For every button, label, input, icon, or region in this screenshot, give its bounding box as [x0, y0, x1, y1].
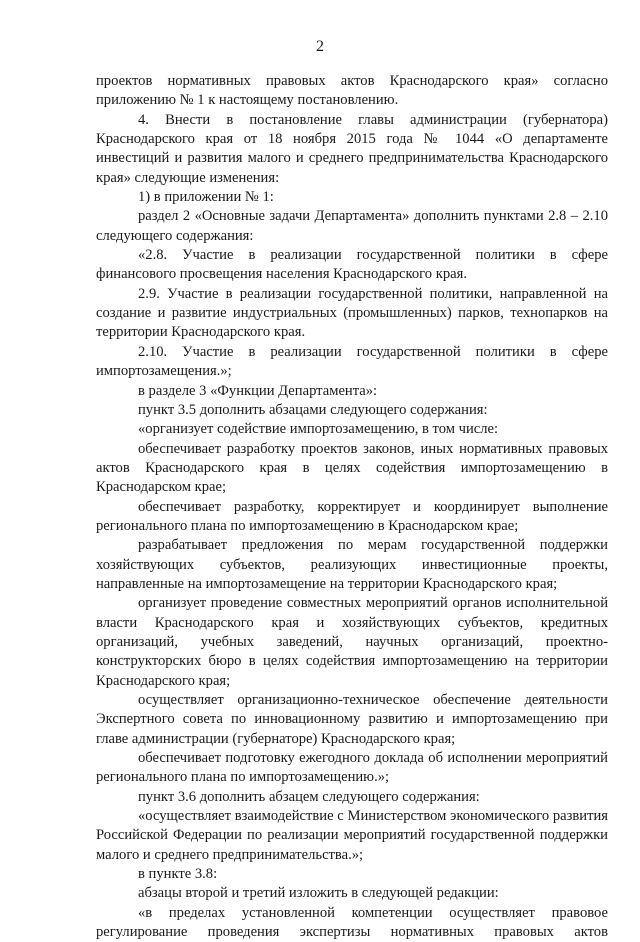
paragraph: абзацы второй и третий изложить в следующей редакции:: [138, 885, 499, 902]
paragraph: пункт 3.5 дополнить абзацами следующего содержания:: [138, 401, 488, 418]
paragraph: 1) в приложении № 1:: [138, 189, 274, 206]
paragraph: 4. Внести в постановление главы администрации (губернатора) Краснодарского края от 18 ноября 2015 года № 1044 «О департаменте инвестиций и развития малого и среднего предпринимательства Краснодарского края» следующие изменения:: [96, 111, 608, 186]
paragraph: раздел 2 «Основные задачи Департамента» дополнить пунктами 2.8 – 2.10 следующего содержания:: [96, 208, 608, 244]
paragraph: осуществляет организационно-техническое обеспечение деятельности Экспертного совета по инновационному развитию и импортозамещению при главе администрации (губернаторе) Краснодарского края;: [96, 692, 608, 747]
paragraph: организует проведение совместных мероприятий органов исполнительной власти Краснодарского края и хозяйствующих субъектов, кредитных организаций, учебных заведений, научных организаций, проектно-конструкторских бюро в целях содействия импортозамещению на территории Краснодарского края;: [96, 595, 608, 689]
paragraph: 2.10. Участие в реализации государственной политики в сфере импортозамещения.»;: [96, 343, 608, 380]
paragraph: пункт 3.6 дополнить абзацем следующего содержания:: [138, 788, 480, 805]
paragraph: «осуществляет взаимодействие с Министерством экономического развития Российской Федерации по реализации мероприятий государственной поддержки малого и среднего предпринимательства.»;: [96, 808, 608, 863]
paragraph: в пункте 3.8:: [138, 866, 218, 883]
paragraph: обеспечивает разработку проектов законов, иных нормативных правовых актов Краснодарского края в целях содействия импортозамещению в Краснодарском крае;: [96, 440, 608, 496]
paragraph: в разделе 3 «Функции Департамента»:: [138, 382, 378, 399]
paragraph: обеспечивает разработку, корректирует и координирует выполнение регионального плана по импортозамещению в Краснодарском крае;: [96, 498, 608, 534]
paragraph: «2.8. Участие в реализации государственной политики в сфере финансового просвещения населения Краснодарского края.: [96, 247, 608, 283]
paragraph: «организует содействие импортозамещению, в том числе:: [138, 421, 499, 438]
paragraph: обеспечивает подготовку ежегодного доклада об исполнении мероприятий регионального плана по импортозамещению.»;: [96, 750, 608, 786]
paragraph: «в пределах установленной компетенции осуществляет правовое регулирование проведения экспертизы нормативных правовых актов: [96, 904, 608, 941]
document-body: [96, 72, 608, 942]
paragraph: проектов нормативных правовых актов Краснодарского края» согласно приложению № 1 к настоящему постановлению.: [96, 73, 608, 109]
paragraph: 2.9. Участие в реализации государственной политики, направленной на создание и развитие индустриальных (промышленных) парков, технопарков на территории Краснодарского края.: [96, 285, 608, 341]
paragraph: разрабатывает предложения по мерам государственной поддержки хозяйствующих субъектов, реализующих инвестиционные проекты, направленные на импортозамещение на территории Краснодарского края;: [96, 537, 608, 592]
page-number: 2: [316, 38, 324, 55]
